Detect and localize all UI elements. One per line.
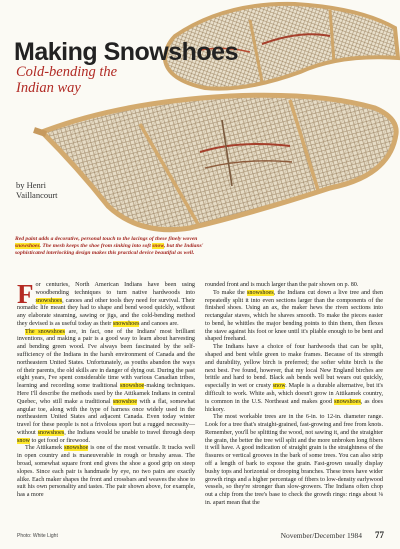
text: or centuries, North American Indians have been using woodbending techniques to turn native hardwoods into	[35, 282, 195, 296]
highlight: snow	[17, 437, 30, 444]
byline	[16, 180, 58, 200]
text: The Indians have a choice of four hardwoods that can be split, shaped and bent while green to make frames. Because of its strength and durability, yellow birch is preferred; the softer white birch is the next best. I've found, however, that my local New England birches are brittle and hard to bend. Black ash bends well but wears out quickly, especially in wet or crusty	[205, 344, 383, 390]
page-number: 77	[375, 530, 384, 540]
paragraph	[17, 329, 195, 446]
highlight: snowshoes	[37, 429, 65, 436]
highlight: snowshoes	[35, 297, 63, 304]
paragraph	[205, 290, 383, 344]
issue-date: November/December 1984	[280, 531, 362, 540]
highlight: snowshoes	[334, 398, 361, 405]
paragraph	[205, 344, 383, 414]
caption-text: . The mesh keeps the shoe from sinking into soft	[39, 242, 153, 249]
snowshoe-bottom	[34, 95, 396, 229]
byline-prefix: by Henri	[16, 180, 46, 190]
text: are, in fact, one of the Indians' most brilliant inventions, and making a pair is a good way to learn about harvesting and bending green wood. I've always been fascinated by the self-sufficiency of the Indians in the harsh environment of Canada and the northeastern United States. Unfortunately, as youths abandon the ways of their parents, the old skills are in danger of dying out. During the past eight years, I've spent considerable time with various Canadian tribes, learning and recording some traditional	[17, 328, 195, 390]
highlight: snow	[152, 242, 164, 249]
text: to get food or firewood.	[29, 437, 90, 444]
text: . Maple is a durable alternative, but it's difficult to work. White ash, which doesn't grow in Attikamek country, is common in the U.S. Northeast and makes good	[205, 383, 383, 405]
text: To make the	[213, 289, 248, 296]
highlight: snow	[272, 383, 286, 390]
paragraph	[17, 445, 195, 499]
highlight: snowshoes	[247, 289, 274, 296]
caption-text: , but the Indians' sophisticated interlocking design makes this practical device beautiful as well.	[15, 242, 204, 256]
highlight: snowshoes	[112, 320, 140, 327]
paragraph	[17, 279, 195, 329]
text: , the Indians cut down a live tree and then repeatedly split it into even sections larger than the components of the finished shoes. Using an ax, the maker hews the riven sections into rectangular staves, which he shaves smooth. To make the pieces easier to bend, he whittles the major bending points to thin them, then flexes the stave against his foot or knee until it's pliable enough to be bent and shaped freehand.	[205, 289, 383, 343]
page-footer	[0, 531, 400, 545]
text: , canoes and other tools they need for survival. Their nomadic life meant they had to shape and bend wood quickly, without any elaborate steaming, sawing or jigs, and the cold-bending method they devised is as useful today as their	[17, 297, 195, 327]
text: , as does hickory.	[205, 398, 383, 413]
article-title: Making Snowshoes	[14, 38, 238, 66]
body-column-left	[17, 279, 196, 500]
paragraph: The most workable trees are in the 6-in. to 12-in. diameter range. Look for a tree that's straight-grained, fast-growing and free from knots. Remember, you'll be splitting the wood, not sawing it, and the straighter the grain, the better the tree will split and the more unbroken long fibers it will have. A good indication of straight grain is the straightness of the fissures or vertical grooves in the bark of some trees. You can also strip off a length of bark to expose the grain. Fast-grown usually display bushy tops and horizontal or drooping branches. These trees have wider growth rings and a higher percentage of fibers to low-density earlywood vessels, so they're stronger than slow-growers. The Indians often chop out a chip from the tree's base to check the growth rings: rings about ⅛ in. apart mean that the	[205, 414, 383, 506]
highlight: snowshoes	[15, 242, 40, 249]
highlight: snowshoe	[112, 398, 138, 405]
paragraph: rounded front and is much larger than the pair shown on p. 80.	[205, 282, 359, 288]
text: and canoes are.	[139, 320, 179, 327]
photo-caption	[15, 236, 213, 256]
photo-credit: Photo: White Light	[17, 533, 58, 539]
byline-author: Vaillancourt	[16, 190, 58, 200]
highlight: The snowshoes	[25, 328, 65, 335]
text: , the Indians would be unable to travel through deep	[64, 429, 195, 436]
drop-cap: F	[17, 279, 34, 309]
text: -making techniques. Here I'll describe the methods used by the Attikamek Indians in central Quebec, who still make a traditional	[17, 383, 196, 405]
highlight: snowshoe	[64, 445, 89, 452]
text: is one of the most versatile. It tracks well in open country and is maneuverable in rough or brushy areas. The broad, somewhat square front end gives the shoe a good grip on steep slopes. Since each pair is handmade by eye, no two pairs are exactly alike. Each maker shapes the front and crossbars and weaves the shoe to suit his own personality and tastes. The pair shown above, for example, has a more	[17, 445, 195, 499]
text: with a flat, somewhat angular toe, along with the type of harness once widely used in the northeastern United States and adjacent Canada. Even today winter travel for these people is not a frivolous sport but a rugged necessity—without	[17, 398, 195, 436]
body-column-right	[205, 282, 383, 508]
text: The Attikamek	[25, 445, 63, 452]
caption-text: Red paint adds a decorative, personal touch to the lacings of these finely woven	[15, 236, 198, 242]
highlight: snowshoe	[120, 383, 145, 390]
article-subtitle: Cold-bending the Indian way	[16, 64, 118, 96]
